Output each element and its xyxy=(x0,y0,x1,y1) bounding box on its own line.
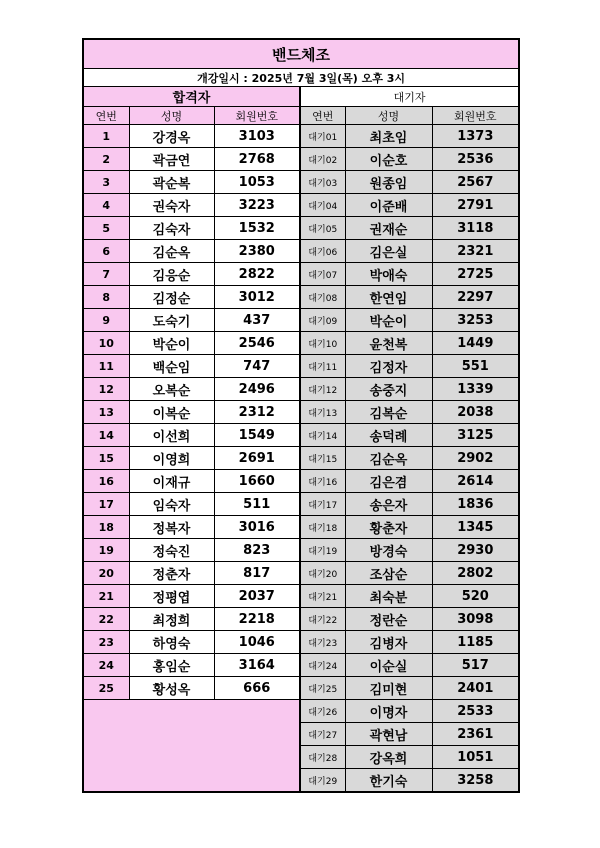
waiting-row-name: 정란순 xyxy=(345,608,432,631)
waiting-row-name: 김순옥 xyxy=(345,447,432,470)
waiting-row-name: 윤천복 xyxy=(345,332,432,355)
waiting-row-name: 김병자 xyxy=(345,631,432,654)
passed-row-member-number: 3012 xyxy=(214,286,300,309)
passed-row-number: 11 xyxy=(83,355,129,378)
passed-row-name: 정평엽 xyxy=(129,585,214,608)
passed-row-name: 김숙자 xyxy=(129,217,214,240)
waiting-row-number: 대기17 xyxy=(300,493,345,516)
waiting-row-number: 대기01 xyxy=(300,125,345,148)
passed-row-member-number: 823 xyxy=(214,539,300,562)
waiting-row-member-number: 2536 xyxy=(432,148,519,171)
passed-row-number: 15 xyxy=(83,447,129,470)
passed-row-name: 김응순 xyxy=(129,263,214,286)
passed-row-name: 백순임 xyxy=(129,355,214,378)
waiting-row-number: 대기24 xyxy=(300,654,345,677)
waiting-row-member-number: 3118 xyxy=(432,217,519,240)
passed-row-number: 8 xyxy=(83,286,129,309)
waiting-row-member-number: 3125 xyxy=(432,424,519,447)
waiting-col-member-header: 회원번호 xyxy=(432,107,519,125)
table-row xyxy=(83,355,519,378)
waiting-row-member-number: 2930 xyxy=(432,539,519,562)
passed-row-member-number: 747 xyxy=(214,355,300,378)
waiting-row-member-number: 3098 xyxy=(432,608,519,631)
passed-col-no-header: 연번 xyxy=(83,107,129,125)
waiting-row-name: 조삼순 xyxy=(345,562,432,585)
table-row xyxy=(83,700,519,723)
waiting-row-member-number: 2791 xyxy=(432,194,519,217)
table-row xyxy=(83,631,519,654)
schedule-line: 개강일시 : 2025년 7월 3일(목) 오후 3시 xyxy=(83,69,519,87)
passed-row-number: 14 xyxy=(83,424,129,447)
passed-row-member-number: 2380 xyxy=(214,240,300,263)
waiting-row-number: 대기26 xyxy=(300,700,345,723)
waiting-row-number: 대기28 xyxy=(300,746,345,769)
passed-row-member-number: 2546 xyxy=(214,332,300,355)
waiting-row-name: 권재순 xyxy=(345,217,432,240)
passed-row-member-number: 2312 xyxy=(214,401,300,424)
passed-row-member-number: 2037 xyxy=(214,585,300,608)
passed-row-member-number: 1549 xyxy=(214,424,300,447)
waiting-row-number: 대기09 xyxy=(300,309,345,332)
waiting-row-member-number: 2038 xyxy=(432,401,519,424)
table-row xyxy=(83,470,519,493)
passed-row-number: 21 xyxy=(83,585,129,608)
passed-row-name: 곽금연 xyxy=(129,148,214,171)
waiting-row-member-number: 2361 xyxy=(432,723,519,746)
waiting-row-member-number: 520 xyxy=(432,585,519,608)
waiting-row-member-number: 1185 xyxy=(432,631,519,654)
waiting-row-number: 대기11 xyxy=(300,355,345,378)
waiting-col-name-header: 성명 xyxy=(345,107,432,125)
passed-row-number: 25 xyxy=(83,677,129,700)
waiting-row-name: 송덕례 xyxy=(345,424,432,447)
waiting-row-name: 곽현남 xyxy=(345,723,432,746)
passed-row-member-number: 3103 xyxy=(214,125,300,148)
waiting-row-name: 최숙분 xyxy=(345,585,432,608)
waiting-row-number: 대기29 xyxy=(300,769,345,793)
passed-row-name: 권숙자 xyxy=(129,194,214,217)
waiting-row-member-number: 551 xyxy=(432,355,519,378)
waiting-row-member-number: 1339 xyxy=(432,378,519,401)
waiting-row-number: 대기08 xyxy=(300,286,345,309)
waiting-row-number: 대기13 xyxy=(300,401,345,424)
waiting-row-member-number: 2802 xyxy=(432,562,519,585)
table-row xyxy=(83,493,519,516)
waiting-row-name: 최초임 xyxy=(345,125,432,148)
waiting-row-member-number: 1345 xyxy=(432,516,519,539)
table-row xyxy=(83,171,519,194)
waiting-row-name: 이명자 xyxy=(345,700,432,723)
waiting-row-member-number: 517 xyxy=(432,654,519,677)
waiting-row-name: 김복순 xyxy=(345,401,432,424)
passed-row-number: 19 xyxy=(83,539,129,562)
waiting-heading: 대기자 xyxy=(300,87,519,107)
table-row xyxy=(83,608,519,631)
passed-row-member-number: 2218 xyxy=(214,608,300,631)
passed-row-name: 박순이 xyxy=(129,332,214,355)
waiting-row-name: 송중지 xyxy=(345,378,432,401)
waiting-row-number: 대기14 xyxy=(300,424,345,447)
waiting-row-number: 대기12 xyxy=(300,378,345,401)
passed-row-member-number: 1053 xyxy=(214,171,300,194)
waiting-row-name: 박애숙 xyxy=(345,263,432,286)
table-row xyxy=(83,125,519,148)
waiting-row-name: 원종임 xyxy=(345,171,432,194)
table-row xyxy=(83,424,519,447)
table-row xyxy=(83,401,519,424)
waiting-row-number: 대기05 xyxy=(300,217,345,240)
passed-col-name-header: 성명 xyxy=(129,107,214,125)
waiting-row-name: 이순호 xyxy=(345,148,432,171)
waiting-row-member-number: 2297 xyxy=(432,286,519,309)
passed-row-name: 도숙기 xyxy=(129,309,214,332)
waiting-row-number: 대기07 xyxy=(300,263,345,286)
waiting-row-number: 대기02 xyxy=(300,148,345,171)
waiting-row-number: 대기21 xyxy=(300,585,345,608)
waiting-row-number: 대기16 xyxy=(300,470,345,493)
table-row xyxy=(83,562,519,585)
waiting-row-number: 대기23 xyxy=(300,631,345,654)
roster-table xyxy=(82,38,520,793)
passed-row-number: 18 xyxy=(83,516,129,539)
passed-row-number: 16 xyxy=(83,470,129,493)
table-row xyxy=(83,309,519,332)
passed-row-name: 김순옥 xyxy=(129,240,214,263)
waiting-row-number: 대기10 xyxy=(300,332,345,355)
passed-row-number: 13 xyxy=(83,401,129,424)
waiting-row-member-number: 1836 xyxy=(432,493,519,516)
waiting-row-member-number: 1051 xyxy=(432,746,519,769)
passed-row-name: 홍임순 xyxy=(129,654,214,677)
passed-row-name: 김정순 xyxy=(129,286,214,309)
passed-row-number: 2 xyxy=(83,148,129,171)
passed-row-number: 22 xyxy=(83,608,129,631)
passed-row-name: 정춘자 xyxy=(129,562,214,585)
table-row xyxy=(83,539,519,562)
waiting-row-name: 황춘자 xyxy=(345,516,432,539)
waiting-row-number: 대기25 xyxy=(300,677,345,700)
waiting-row-number: 대기22 xyxy=(300,608,345,631)
waiting-row-name: 김정자 xyxy=(345,355,432,378)
waiting-row-number: 대기19 xyxy=(300,539,345,562)
waiting-row-member-number: 1449 xyxy=(432,332,519,355)
passed-row-number: 7 xyxy=(83,263,129,286)
waiting-row-number: 대기15 xyxy=(300,447,345,470)
waiting-row-name: 박순이 xyxy=(345,309,432,332)
waiting-row-name: 강옥희 xyxy=(345,746,432,769)
table-row xyxy=(83,332,519,355)
passed-row-member-number: 2768 xyxy=(214,148,300,171)
table-row xyxy=(83,378,519,401)
passed-row-number: 4 xyxy=(83,194,129,217)
passed-row-name: 이선희 xyxy=(129,424,214,447)
passed-row-number: 23 xyxy=(83,631,129,654)
waiting-row-name: 김은겸 xyxy=(345,470,432,493)
passed-row-member-number: 3164 xyxy=(214,654,300,677)
waiting-row-member-number: 1373 xyxy=(432,125,519,148)
table-row xyxy=(83,654,519,677)
passed-row-member-number: 3223 xyxy=(214,194,300,217)
table-row xyxy=(83,447,519,470)
table-row xyxy=(83,286,519,309)
waiting-row-name: 이준배 xyxy=(345,194,432,217)
waiting-col-no-header: 연번 xyxy=(300,107,345,125)
waiting-row-name: 한연임 xyxy=(345,286,432,309)
waiting-row-member-number: 2902 xyxy=(432,447,519,470)
waiting-row-number: 대기18 xyxy=(300,516,345,539)
waiting-row-member-number: 2533 xyxy=(432,700,519,723)
waiting-row-number: 대기27 xyxy=(300,723,345,746)
table-row xyxy=(83,585,519,608)
passed-heading: 합격자 xyxy=(83,87,300,107)
passed-row-member-number: 1046 xyxy=(214,631,300,654)
passed-row-number: 12 xyxy=(83,378,129,401)
waiting-row-member-number: 3253 xyxy=(432,309,519,332)
passed-row-member-number: 1660 xyxy=(214,470,300,493)
table-row xyxy=(83,217,519,240)
passed-row-name: 곽순복 xyxy=(129,171,214,194)
waiting-row-name: 방경숙 xyxy=(345,539,432,562)
passed-row-member-number: 437 xyxy=(214,309,300,332)
passed-row-number: 10 xyxy=(83,332,129,355)
passed-row-name: 임숙자 xyxy=(129,493,214,516)
passed-row-name: 이재규 xyxy=(129,470,214,493)
waiting-row-name: 한기숙 xyxy=(345,769,432,793)
passed-row-member-number: 2822 xyxy=(214,263,300,286)
table-row xyxy=(83,240,519,263)
table-row xyxy=(83,516,519,539)
waiting-row-member-number: 2614 xyxy=(432,470,519,493)
passed-empty-area xyxy=(83,700,300,793)
waiting-row-member-number: 2321 xyxy=(432,240,519,263)
passed-row-member-number: 817 xyxy=(214,562,300,585)
passed-row-member-number: 1532 xyxy=(214,217,300,240)
passed-row-number: 9 xyxy=(83,309,129,332)
table-row xyxy=(83,263,519,286)
passed-col-member-header: 회원번호 xyxy=(214,107,300,125)
waiting-row-number: 대기03 xyxy=(300,171,345,194)
waiting-row-name: 김미현 xyxy=(345,677,432,700)
passed-row-number: 6 xyxy=(83,240,129,263)
passed-row-number: 1 xyxy=(83,125,129,148)
waiting-row-member-number: 2401 xyxy=(432,677,519,700)
passed-row-name: 최정희 xyxy=(129,608,214,631)
waiting-row-member-number: 2725 xyxy=(432,263,519,286)
passed-row-member-number: 666 xyxy=(214,677,300,700)
waiting-row-member-number: 3258 xyxy=(432,769,519,793)
passed-row-number: 3 xyxy=(83,171,129,194)
table-row xyxy=(83,194,519,217)
passed-row-member-number: 2496 xyxy=(214,378,300,401)
passed-row-name: 정복자 xyxy=(129,516,214,539)
waiting-row-name: 김은실 xyxy=(345,240,432,263)
waiting-row-member-number: 2567 xyxy=(432,171,519,194)
passed-row-name: 하영숙 xyxy=(129,631,214,654)
passed-row-name: 정숙진 xyxy=(129,539,214,562)
waiting-row-name: 이순실 xyxy=(345,654,432,677)
passed-row-name: 이영희 xyxy=(129,447,214,470)
waiting-row-number: 대기20 xyxy=(300,562,345,585)
waiting-row-number: 대기04 xyxy=(300,194,345,217)
document-title: 밴드체조 xyxy=(83,39,519,69)
passed-row-member-number: 3016 xyxy=(214,516,300,539)
passed-row-name: 오복순 xyxy=(129,378,214,401)
passed-row-number: 20 xyxy=(83,562,129,585)
passed-row-number: 5 xyxy=(83,217,129,240)
passed-row-number: 17 xyxy=(83,493,129,516)
table-row xyxy=(83,677,519,700)
passed-row-name: 강경옥 xyxy=(129,125,214,148)
passed-row-number: 24 xyxy=(83,654,129,677)
passed-row-member-number: 2691 xyxy=(214,447,300,470)
table-row xyxy=(83,148,519,171)
passed-row-name: 이복순 xyxy=(129,401,214,424)
waiting-row-number: 대기06 xyxy=(300,240,345,263)
passed-row-member-number: 511 xyxy=(214,493,300,516)
waiting-row-name: 송은자 xyxy=(345,493,432,516)
passed-row-name: 황성옥 xyxy=(129,677,214,700)
